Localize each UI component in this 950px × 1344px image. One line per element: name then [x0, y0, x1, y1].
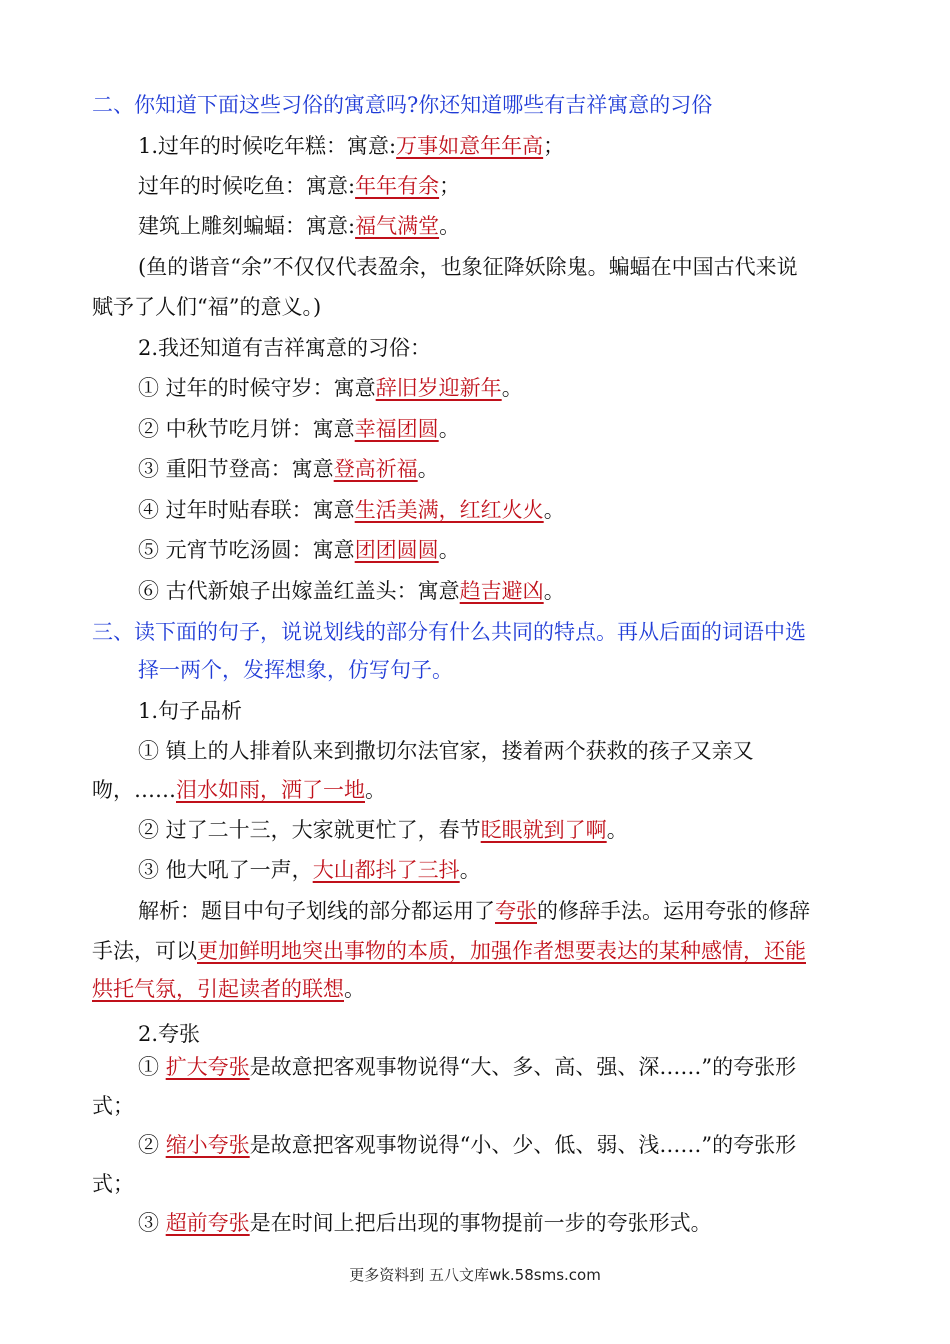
q3-answer: 福气满堂 — [355, 214, 440, 238]
exaggeration-type-cont: 式； — [92, 1172, 134, 1196]
sentence2: ② 过了二十三，大家就更忙了，春节眨眼就到了啊。 — [138, 818, 628, 842]
section2-title: 二、你知道下面这些习俗的寓意吗?你还知道哪些有吉祥寓意的习俗 — [92, 93, 713, 117]
sub2-title-exaggeration: 2.夸张 — [138, 1022, 201, 1046]
custom-answer: 幸福团圆 — [354, 417, 439, 441]
custom-answer: 团团圆圆 — [354, 538, 439, 562]
footer-text: 更多资料到 五八文库wk.58sms.com — [349, 1266, 601, 1284]
custom-item: ② 中秋节吃月饼：寓意幸福团圆。 — [138, 417, 460, 441]
custom-item: ③ 重阳节登高：寓意登高祈福。 — [138, 457, 439, 481]
custom-answer: 生活美满，红红火火 — [354, 498, 544, 522]
exaggeration-term: 扩大夸张 — [165, 1055, 250, 1079]
custom-item: ① 过年的时候守岁：寓意辞旧岁迎新年。 — [138, 376, 523, 400]
analysis-line3: 烘托气氛，引起读者的联想。 — [92, 977, 365, 1001]
section3-title-line-2: 择一两个，发挥想象，仿写句子。 — [138, 658, 453, 682]
sub2-title: 2.我还知道有吉祥寓意的习俗： — [138, 336, 432, 360]
analysis-line1: 解析：题目中句子划线的部分都运用了夸张的修辞手法。运用夸张的修辞 — [138, 899, 810, 923]
custom-item: ⑥ 古代新娘子出嫁盖红盖头：寓意趋吉避凶。 — [138, 579, 565, 603]
q2-answer: 年年有余 — [355, 174, 440, 198]
analysis-answer-2a: 更加鲜明地突出事物的本质，加强作者想要表达的某种感情，还能 — [197, 939, 806, 963]
analysis-line2: 手法，可以更加鲜明地突出事物的本质，加强作者想要表达的某种感情，还能 — [92, 939, 806, 963]
sentence2-answer: 眨眼就到了啊 — [480, 818, 607, 842]
q2-line: 过年的时候吃鱼：寓意:年年有余； — [138, 174, 461, 198]
note-line-1: (鱼的谐音“余”不仅仅代表盈余，也象征降妖除鬼。蝙蝠在中国古代来说 — [138, 255, 798, 279]
custom-item: ⑤ 元宵节吃汤圆：寓意团团圆圆。 — [138, 538, 460, 562]
sub1-title: 1.句子品析 — [138, 699, 243, 723]
exaggeration-term: 超前夸张 — [165, 1211, 250, 1235]
exaggeration-type: ② 缩小夸张是故意把客观事物说得“小、少、低、弱、浅……”的夸张形 — [138, 1133, 797, 1157]
custom-answer: 趋吉避凶 — [459, 579, 544, 603]
sentence3: ③ 他大吼了一声，大山都抖了三抖。 — [138, 858, 481, 882]
sentence1-line2: 吻，……泪水如雨，洒了一地。 — [92, 778, 386, 802]
q3-line: 建筑上雕刻蝙蝠：寓意:福气满堂。 — [138, 214, 461, 238]
sentence1-line1: ① 镇上的人排着队来到撒切尔法官家，搂着两个获救的孩子又亲又 — [138, 739, 754, 763]
q1-answer: 万事如意年年高 — [396, 134, 544, 158]
exaggeration-term: 缩小夸张 — [165, 1133, 250, 1157]
sentence3-answer: 大山都抖了三抖 — [312, 858, 460, 882]
custom-answer: 登高祈福 — [333, 457, 418, 481]
exaggeration-type-cont: 式； — [92, 1094, 134, 1118]
exaggeration-type: ① 扩大夸张是故意把客观事物说得“大、多、高、强、深……”的夸张形 — [138, 1055, 797, 1079]
custom-answer: 辞旧岁迎新年 — [375, 376, 502, 400]
q1-line: 1.过年的时候吃年糕：寓意:万事如意年年高； — [138, 134, 565, 158]
section3-title-line-1: 三、读下面的句子，说说划线的部分有什么共同的特点。再从后面的词语中选 — [92, 620, 806, 644]
custom-item: ④ 过年时贴春联：寓意生活美满，红红火火。 — [138, 498, 565, 522]
note-line-2: 赋予了人们“福”的意义。) — [92, 295, 322, 319]
analysis-answer-2b: 烘托气氛，引起读者的联想 — [92, 977, 344, 1001]
analysis-answer-1: 夸张 — [495, 899, 537, 923]
exaggeration-type: ③ 超前夸张是在时间上把后出现的事物提前一步的夸张形式。 — [138, 1211, 712, 1235]
sentence1-answer: 泪水如雨，洒了一地 — [176, 778, 365, 802]
